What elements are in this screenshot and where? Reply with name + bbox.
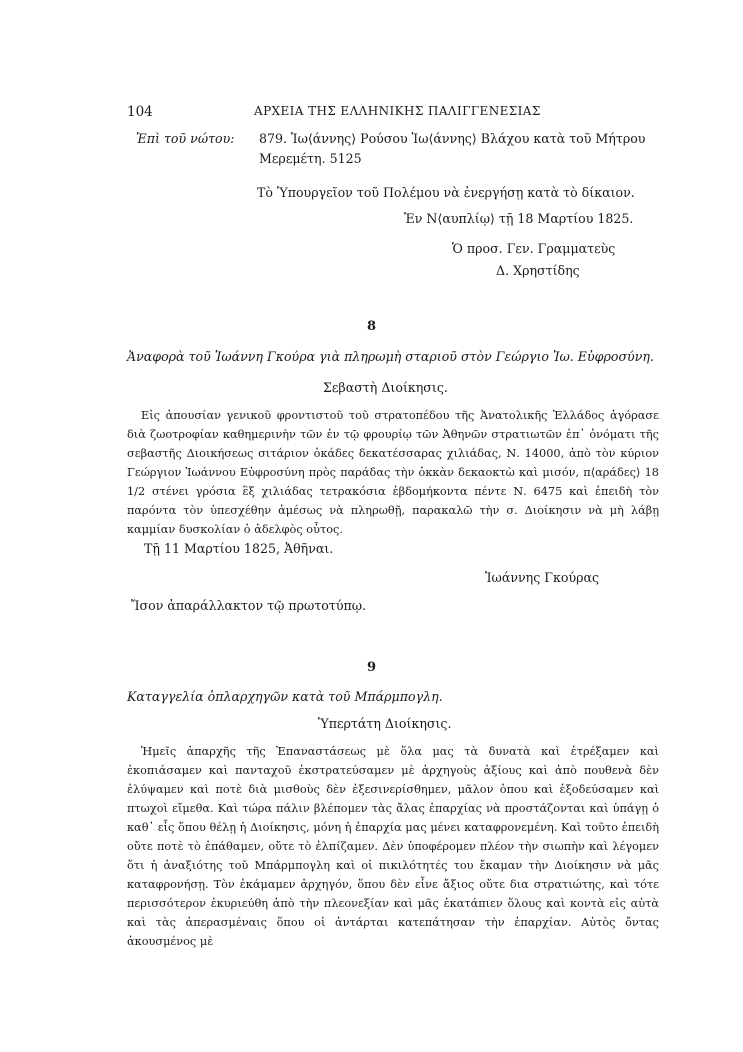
running-title: ΑΡΧΕΙΑ ΤΗΣ ΕΛΛΗΝΙΚΗΣ ΠΑΛΙΓΓΕΝΕΣΙΑΣ	[254, 104, 541, 118]
verso-line-2: Μερεμέτη. 5125	[259, 151, 362, 166]
document-9-title: Καταγγελία ὁπλαρχηγῶν κατὰ τοῦ Μπάρμπογλη.	[127, 689, 443, 704]
order-date-place: Ἐν Ν⟨αυπλίῳ⟩ τῇ 18 Μαρτίου 1825.	[404, 211, 634, 226]
document-number-9: 9	[367, 660, 377, 675]
document-8-date-place: Τῇ 11 Μαρτίου 1825, Ἀθῆναι.	[144, 541, 334, 556]
document-9-body-text: Ἡμεῖς ἀπαρχῆς τῆς Ἐπαναστάσεως μὲ ὅλα μας τὰ δυνατὰ καὶ ἐτρέξαμεν καὶ ἐκοπιάσαμεν καὶ πανταχοῦ ἐκστρατεύσαμεν μὲ ἀρχηγοὺς ἀξίους καὶ ἀπὸ πουθενὰ δὲν ἐλύψαμεν καὶ ποτὲ διὰ μισθοὺς δὲν ἐξεσινερίσθημεν, μᾶλον ὁπου καὶ ἐξοδεύσαμεν καὶ πτωχοὶ εἴμεθα. Καὶ τώρα πάλιν βλέπομεν τὰς ἄλας ἐπαρχίας νὰ προστάζονται καὶ ὑπάγῃ ὁ καθ᾽ εἷς ὅπου θέλῃ ἡ Διοίκησις, μόνη ἡ ἐπαρχία μας μένει καταφρονεμένη. Καὶ τοῦτο ἐπειδὴ οὔτε ποτὲ τὸ ἐπάθαμεν, οὔτε τὸ ἐλπίζαμεν. Δὲν ὑποφέρομεν πλέον τὴν σιωπὴν καὶ λέγομεν ὅτι ἡ ἀναξιότης τοῦ Μπάρμπογλη καὶ οἱ πικιλότητές του ἔκαμαν τὴν Διοίκησιν νὰ μᾶς καταφρονήσῃ. Τὸν ἐκάμαμεν ἀρχηγόν, ὅπου δὲν εἶνε ἄξιος οὔτε δια στρατιώτης, καὶ τότε περισσότερον ἐκυριεύθη ἀπὸ τὴν πλεονεξίαν καὶ μᾶς ἐκατάπιεν ὅλους καὶ κοντὰ εἰς αὐτὰ καὶ τὰς ἀπερασμέναις ὅπου οἱ ἀντάρται κατεπάτησαν τὴν ἐπαρχίαν. Αὐτὸς ὄντας ἀκουσμένος μὲ	[127, 745, 659, 948]
verso-label: Ἐπὶ τοῦ νώτου:	[136, 131, 235, 146]
document-8-copy-note: Ἴσον ἀπαράλλακτον τῷ πρωτοτύπῳ.	[131, 598, 367, 613]
ministry-order: Τὸ Ὑπουργεῖον τοῦ Πολέμου νὰ ἐνεργήσῃ κατὰ τὸ δίκαιον.	[257, 185, 635, 200]
document-8-signature: Ἰωάννης Γκούρας	[485, 570, 600, 585]
signer-name: Δ. Χρηστίδης	[496, 263, 580, 278]
verso-line-1: 879. Ἰω⟨άννης⟩ Ρούσου Ἰω⟨άννης⟩ Βλάχου κατὰ τοῦ Μήτρου	[259, 131, 646, 146]
document-8-salutation: Σεβαστὴ Διοίκησις.	[323, 380, 448, 395]
page-number: 104	[127, 104, 153, 120]
document-9-salutation: Ὑπερτάτη Διοίκησις.	[318, 716, 452, 731]
signer-role: Ὁ προσ. Γεν. Γραμματεὺς	[452, 241, 616, 256]
document-8-title: Ἀναφορὰ τοῦ Ἰωάννη Γκούρα γιὰ πληρωμὴ σταριοῦ στὸν Γεώργιο Ἰω. Εὐφροσύνη.	[127, 349, 654, 364]
document-8-body	[127, 406, 659, 539]
document-9-body	[127, 742, 659, 951]
document-8-body-text: Εἰς ἀπουσίαν γενικοῦ φροντιστοῦ τοῦ στρατοπέδου τῆς Ἀνατολικῆς Ἑλλάδος ἀγόρασε διὰ ζωοτροφίαν καθημερινὴν τῶν ἐν τῷ φρουρίῳ τῶν Ἀθηνῶν στρατιωτῶν ἐπ᾽ ὀνόματι τῆς σεβαστῆς Διοικήσεως σιτάριον ὀκάδες δεκατέσσαρας χιλιάδας, Ν. 14000, ἀπὸ τὸν κύριον Γεώργιον Ἰωάννου Εὐφροσύνη πρὸς παράδας τὴν ὀκκὰν δεκαοκτὼ καὶ μισόν, π⟨αράδες⟩ 18 1/2 στένει γρόσια ἓξ χιλιάδας τετρακόσια ἑβδομήκοντα πέντε Ν. 6475 καὶ ἐπειδὴ τὸν παρόντα τὸν ὑπεσχέθην ἀμέσως νὰ πληρωθῇ, παρακαλῶ τὴν σ. Διοίκησιν νὰ μὴ λάβῃ καμμίαν δυσκολίαν ὁ ἀδελφὸς οὗτος.	[127, 409, 659, 536]
document-number-8: 8	[367, 319, 377, 334]
